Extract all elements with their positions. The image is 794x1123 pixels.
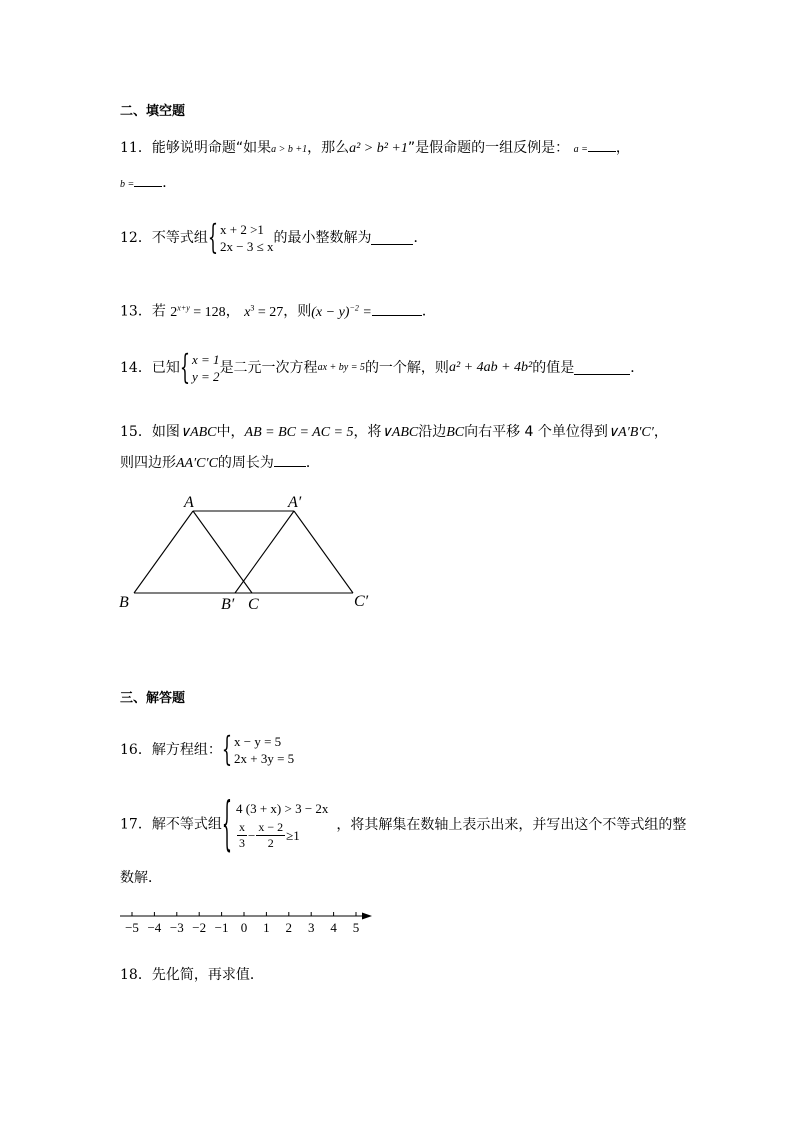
arrow-right-icon xyxy=(362,913,372,920)
question-text: ， xyxy=(653,424,668,440)
question-text: ，则 xyxy=(283,303,312,320)
answer-blank[interactable] xyxy=(372,303,422,316)
point-label-C: C xyxy=(248,596,259,613)
math-expression: $2^{x+y} = 128$ xyxy=(170,303,226,320)
question-11-line2 xyxy=(120,174,176,194)
question-text: 解不等式组 xyxy=(151,816,222,833)
question-text: ． xyxy=(305,455,320,471)
inequality-system xyxy=(207,217,274,257)
number-line-label: −5 xyxy=(125,920,139,935)
math-expression: $x^3 = 27$ xyxy=(244,303,284,320)
math-expression: a > b +1 xyxy=(271,144,308,155)
point-label-A-prime: A′ xyxy=(288,494,302,511)
system-line: 2x + 3y = 5 xyxy=(234,751,295,766)
question-text: ， xyxy=(225,303,240,320)
math-expression: a² > b² +1 xyxy=(349,141,408,156)
number-line-label: −4 xyxy=(147,920,162,935)
question-text: 解方程组： xyxy=(151,742,222,758)
number-line-label: −3 xyxy=(169,920,184,935)
system-line: 2x − 3 ≤ x xyxy=(220,239,274,254)
answer-blank[interactable] xyxy=(274,454,306,467)
question-18 xyxy=(120,966,264,984)
question-16 xyxy=(120,729,295,769)
question-text: ，将其解集在数轴上表示出来，并写出这个不等式组的整 xyxy=(336,816,687,833)
number-line xyxy=(116,906,378,936)
question-12 xyxy=(120,217,428,257)
math-expression: a² + 4ab + 4b² xyxy=(448,360,533,375)
question-15 xyxy=(120,423,668,442)
question-number: 16． xyxy=(120,742,152,758)
question-text: ． xyxy=(162,175,177,191)
question-number: 12． xyxy=(120,230,152,246)
math-expression: AB = BC = AC = 5 xyxy=(244,425,354,440)
brace: { xyxy=(207,217,219,257)
number-line-label: 1 xyxy=(263,920,270,935)
answer-blank[interactable] xyxy=(574,362,630,375)
question-text: 能够说明命题“如果 xyxy=(151,140,272,156)
math-expression: ax + by = 5 xyxy=(317,362,365,373)
math-expression: ∨ABC xyxy=(179,425,217,440)
question-text: 如图 xyxy=(151,424,180,440)
question-text: 不等式组 xyxy=(151,230,208,246)
question-number: 17． xyxy=(120,816,152,833)
number-line-label: −1 xyxy=(214,920,229,935)
math-expression: ∨ABC xyxy=(381,425,419,440)
system-line: 4 (3 + x) > 3 − 2x xyxy=(236,801,329,816)
question-text: ． xyxy=(413,230,428,246)
question-text: 的最小整数解为 xyxy=(273,230,372,246)
segment-A-prime-B-prime xyxy=(235,511,294,593)
math-expression: BC xyxy=(446,425,465,440)
fraction-denominator: 3 xyxy=(239,836,246,850)
brace: { xyxy=(179,347,191,387)
number-line-label: 0 xyxy=(240,920,248,935)
question-15-line2 xyxy=(120,454,320,473)
question-text: 向右平移 4 个单位得到 xyxy=(464,424,608,440)
question-number: 15． xyxy=(120,424,152,440)
number-line-label: −2 xyxy=(192,920,207,935)
fraction-denominator: 2 xyxy=(267,836,274,850)
number-line-label: 5 xyxy=(352,920,360,935)
question-text: ，那么 xyxy=(307,140,350,156)
system-line: x − y = 5 xyxy=(234,734,282,749)
question-text: 若 xyxy=(151,303,166,320)
number-line-label: 3 xyxy=(307,920,315,935)
number-line-label: 4 xyxy=(330,920,337,935)
question-text: ，将 xyxy=(353,424,382,440)
math-expression: AA′C′C xyxy=(176,456,218,471)
segment-AC xyxy=(193,511,252,593)
question-17 xyxy=(120,788,687,857)
point-label-A: A xyxy=(184,494,194,511)
brace: { xyxy=(221,729,233,769)
point-label-C-prime: C′ xyxy=(354,593,369,610)
minus-sign: − xyxy=(248,827,256,843)
question-text: 是二元一次方程 xyxy=(219,360,318,376)
question-text: ． xyxy=(630,360,645,376)
math-expression: b = xyxy=(120,179,135,190)
segment-A-prime-C-prime xyxy=(294,511,353,593)
question-text: ”是假命题的一组反例是： xyxy=(407,140,570,156)
question-text: 的值是 xyxy=(532,360,575,376)
question-17-line2 xyxy=(120,869,162,887)
point-label-B-prime: B′ xyxy=(221,596,235,613)
answer-blank[interactable] xyxy=(371,232,413,245)
question-text: 的一个解，则 xyxy=(364,360,449,376)
section-title-fill-in: 二、填空题 xyxy=(120,104,186,119)
question-text: 数解． xyxy=(120,870,162,886)
question-number: 11． xyxy=(120,140,152,156)
triangle-translation-figure xyxy=(110,488,380,618)
section-title-solve: 三、解答题 xyxy=(120,691,186,706)
question-text: 中， xyxy=(216,424,245,440)
question-text: ． xyxy=(421,303,436,320)
inequality-system xyxy=(221,788,329,857)
brace: { xyxy=(221,788,233,857)
question-text: 则四边形 xyxy=(120,455,176,471)
math-expression: ∨A′B′C′ xyxy=(607,425,654,440)
equation-system xyxy=(179,347,220,387)
question-text: ， xyxy=(615,140,630,156)
math-expression: $(x - y)^{-2}$ = xyxy=(311,303,372,320)
point-label-B: B xyxy=(119,594,129,611)
answer-blank[interactable] xyxy=(134,174,162,187)
system-line: x + 2 >1 xyxy=(220,222,264,237)
math-expression: a = xyxy=(573,144,588,155)
question-11 xyxy=(120,139,630,159)
system-line: y = 2 xyxy=(192,369,220,384)
question-text: 先化简，再求值． xyxy=(151,967,264,983)
system-line: x = 1 xyxy=(192,352,220,367)
answer-blank[interactable] xyxy=(588,139,616,152)
number-line-label: 2 xyxy=(285,920,293,935)
question-text: 已知 xyxy=(151,360,180,376)
question-text: 的周长为 xyxy=(217,455,274,471)
fraction-numerator: x xyxy=(239,820,246,834)
question-number: 14． xyxy=(120,360,152,376)
segment-AB xyxy=(134,511,193,593)
question-14 xyxy=(120,347,645,387)
math-expression: ≥1 xyxy=(286,827,300,843)
equation-system xyxy=(221,729,295,769)
question-text: 沿边 xyxy=(418,424,447,440)
system-line xyxy=(236,820,328,851)
question-number: 13． xyxy=(120,303,152,320)
question-number: 18． xyxy=(120,967,152,983)
question-13 xyxy=(120,299,436,322)
fraction-numerator: x − 2 xyxy=(258,820,284,834)
